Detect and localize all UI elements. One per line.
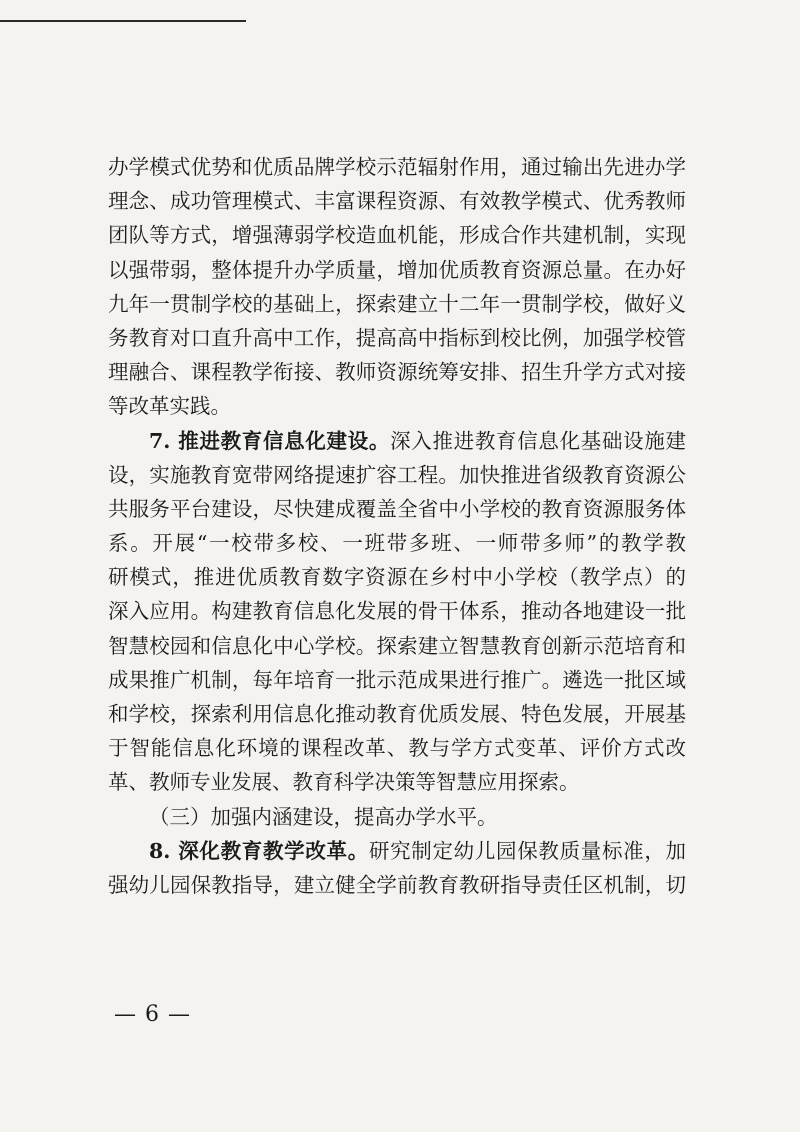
section-heading: （三）加强内涵建设，提高办学水平。 xyxy=(149,804,498,829)
text-line: 强幼儿园保教指导，建立健全学前教育教研指导责任区机制，切 xyxy=(108,872,686,897)
text-line: 共服务平台建设，尽快建成覆盖全省中小学校的教育资源服务体 xyxy=(108,496,686,521)
text-line: 智慧校园和信息化中心学校。探索建立智慧教育创新示范培育和 xyxy=(108,633,686,658)
text-line: 团队等方式，增强薄弱学校造血机能，形成合作共建机制，实现 xyxy=(108,223,686,248)
text-line: 务教育对口直升高中工作，提高高中指标到校比例，加强学校管 xyxy=(108,325,686,350)
text-line xyxy=(108,834,686,868)
text-line xyxy=(108,424,686,458)
item-heading: 7. 推进教育信息化建设。 xyxy=(149,428,391,453)
text-line: 设，实施教育宽带网络提速扩容工程。加快推进省级教育资源公 xyxy=(108,462,686,487)
text-line: 以强带弱，整体提升办学质量，增加优质教育资源总量。在办好 xyxy=(108,257,686,282)
paragraph-continuation xyxy=(108,150,686,424)
header-rule xyxy=(0,20,246,22)
text-line: 研模式，推进优质教育数字资源在乡村中小学校（教学点）的 xyxy=(108,565,686,590)
text-line: 理融合、课程教学衔接、教师资源统筹安排、招生升学方式对接 xyxy=(108,360,686,385)
text-line: 革、教师专业发展、教育科学决策等智慧应用探索。 xyxy=(108,770,580,795)
page-number: — 6 — xyxy=(114,1002,191,1027)
text-line: 深入应用。构建教育信息化发展的骨干体系，推动各地建设一批 xyxy=(108,599,686,624)
text-line: 系。开展“一校带多校、一班带多班、一师带多师”的教学教 xyxy=(108,531,686,556)
text-line: 成果推广机制，每年培育一批示范成果进行推广。遴选一批区域 xyxy=(108,667,686,692)
text-line: 于智能信息化环境的课程改革、教与学方式变革、评价方式改 xyxy=(108,736,686,761)
document-body xyxy=(108,150,686,902)
paragraph-item-7 xyxy=(108,424,686,800)
paragraph-item-8 xyxy=(108,834,686,902)
item-heading-rest: 深入推进教育信息化基础设施建 xyxy=(390,428,687,453)
text-line: 理念、成功管理模式、丰富课程资源、有效教学模式、优秀教师 xyxy=(108,189,686,214)
item-heading-rest: 研究制定幼儿园保教质量标准，加 xyxy=(368,838,687,863)
text-line: 办学模式优势和优质品牌学校示范辐射作用，通过输出先进办学 xyxy=(108,155,686,179)
text-line: 和学校，探索利用信息化推动教育优质发展、特色发展，开展基 xyxy=(108,702,686,726)
text-line: 九年一贯制学校的基础上，探索建立十二年一贯制学校，做好义 xyxy=(108,291,686,316)
text-line: 等改革实践。 xyxy=(108,394,231,419)
item-heading: 8. 深化教育教学改革。 xyxy=(149,838,369,863)
